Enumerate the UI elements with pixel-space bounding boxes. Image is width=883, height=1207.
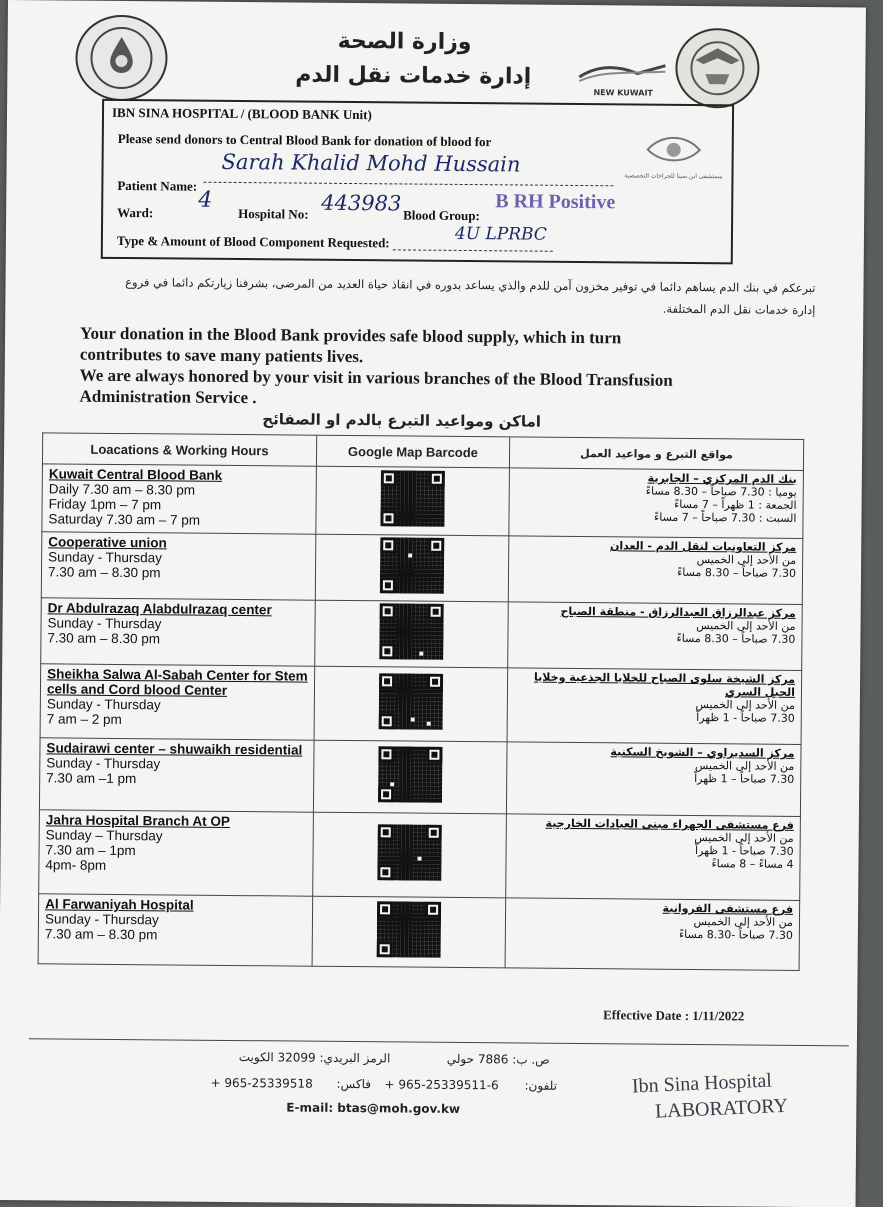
barcode-cell <box>313 740 507 814</box>
falcon-emblem-icon <box>677 30 758 107</box>
location-hours: 7.30 am – 8.30 pm <box>47 564 161 581</box>
english-paragraph-line3: We are always honored by your visit in various branches of the Blood Transfusion <box>79 365 673 390</box>
footer-pobox: ص. ب: 7886 حولي <box>446 1051 550 1067</box>
english-paragraph <box>79 323 800 413</box>
ward-value: 4 <box>198 187 213 213</box>
header-locations: Loacations & Working Hours <box>42 433 316 466</box>
arabic-location-cell <box>506 742 801 817</box>
location-name: Kuwait Central Blood Bank <box>48 466 223 483</box>
location-name: Sheikha Salwa Al-Sabah Center for Stem cells and Cord blood Center <box>46 666 308 698</box>
footer-phone-label: تلفون: <box>524 1078 558 1093</box>
arabic-location-name: فرع مستشفى الجهراء مبنى العيادات الخارجية <box>545 816 794 832</box>
arabic-location-name: بنك الدم المركزي – الجابرية <box>647 471 797 486</box>
arabic-location-hours: 7.30 صباحاً -8.30 مساءً <box>678 927 793 942</box>
location-hours: 7.30 am –1 pm <box>46 770 137 787</box>
location-hours: Saturday 7.30 am – 7 pm <box>48 511 201 528</box>
location-cell <box>41 598 315 666</box>
arabic-location-hours: يوميا : 7.30 صباحاً – 8.30 مساءً <box>645 484 797 499</box>
arabic-location-hours: 4 مساءً – 8 مساءً <box>711 857 794 871</box>
location-cell <box>42 464 316 534</box>
patient-name-label: Patient Name: <box>117 177 198 194</box>
header-barcode: Google Map Barcode <box>316 435 509 468</box>
location-name: Sudairawi center – shuwaikh residential <box>46 740 303 758</box>
request-line: Please send donors to Central Blood Bank for donation of blood for <box>117 130 492 150</box>
location-cell <box>39 810 314 896</box>
location-hours: Sunday - Thursday <box>47 615 162 632</box>
blood-drop-icon <box>77 17 166 100</box>
table-row <box>40 664 802 745</box>
table-row <box>42 464 804 539</box>
arabic-location-hours: 7.30 صباحاً - 1 ظهراً <box>694 844 794 858</box>
barcode-cell <box>316 466 510 536</box>
location-cell <box>41 532 315 600</box>
arabic-location-hours: من الأحد إلى الخميس <box>696 619 796 633</box>
hospital-no-value: 443983 <box>321 190 402 216</box>
arabic-location-hours: 7.30 صباحاً – 8.30 مساءً <box>677 565 797 580</box>
location-hours: 7 am – 2 pm <box>46 711 122 728</box>
newkuwait-logo-text: NEW KUWAIT <box>593 88 653 98</box>
qr-code-icon[interactable] <box>377 824 441 879</box>
location-hours: 7.30 am – 8.30 pm <box>47 630 161 647</box>
footer-email: E-mail: btas@moh.gov.kw <box>286 1100 461 1116</box>
arabic-location-hours: 7.30 صباحاً – 8.30 مساءً <box>676 631 796 646</box>
component-line <box>393 249 553 251</box>
qr-code-icon[interactable] <box>379 673 443 728</box>
arabic-location-name: مركز التعاونيات لنقل الدم - العدان <box>609 539 797 554</box>
newkuwait-wave-icon <box>577 61 669 84</box>
location-hours: 7.30 am – 8.30 pm <box>44 926 158 943</box>
request-form <box>101 99 734 265</box>
table-row <box>41 532 803 605</box>
arabic-location-hours: من الأحد إلى الخميس <box>694 759 795 773</box>
table-row <box>39 738 801 817</box>
arabic-paragraph-line2: إدارة خدمات نقل الدم المختلفة. <box>662 301 816 318</box>
barcode-cell <box>315 534 509 602</box>
component-value: 4U LPRBC <box>454 223 547 245</box>
table-row <box>38 894 800 971</box>
form-title: IBN SINA HOSPITAL / (BLOOD BANK Unit) <box>111 104 372 123</box>
lab-stamp-line2: LABORATORY <box>654 1094 789 1123</box>
table-row <box>41 598 803 671</box>
arabic-location-cell <box>508 536 803 605</box>
blood-group-stamp: B RH Positive <box>495 190 616 214</box>
table-title: اماكن ومواعيد التبرع بالدم او الصفائح <box>262 410 542 431</box>
blood-group-label: Blood Group: <box>403 207 480 224</box>
arabic-location-hours: الجمعة : 1 ظهراً – 7 مساءً <box>674 497 797 512</box>
component-label: Type & Amount of Blood Component Requested: <box>116 232 390 251</box>
qr-code-icon[interactable] <box>377 901 441 956</box>
location-cell <box>39 738 313 812</box>
location-hours: Sunday – Thursday <box>45 827 163 844</box>
lab-stamp-line1: Ibn Sina Hospital <box>631 1069 773 1098</box>
hospital-logo-text: مستشفى ابن سينا للجراحات التخصصية <box>624 172 723 181</box>
arabic-location-hours: من الأحد إلى الخميس <box>694 831 794 845</box>
effective-date: Effective Date : 1/11/2022 <box>603 1007 745 1024</box>
lab-stamp <box>631 1067 788 1126</box>
department-title: إدارة خدمات نقل الدم <box>295 62 532 90</box>
location-name: Dr Abdulrazaq Alabdulrazaq center <box>47 600 272 618</box>
blood-bank-logo <box>75 15 168 102</box>
arabic-paragraph-line1: تبرعكم في بنك الدم يساهم دائما في توفير مخزون آمن للدم والذي يساعد بدوره في انقاذ حياة العديد من المرضى، بشرفنا زيارتكم دائما في فروع <box>125 275 816 296</box>
barcode-cell <box>315 600 509 668</box>
table-row <box>39 810 801 901</box>
arabic-location-cell <box>505 898 800 971</box>
arabic-location-name: مركز عبدالرزاق العبدالرزاق - منطقة الصباح <box>560 604 796 620</box>
location-name: Al Farwaniyah Hospital <box>45 896 194 913</box>
ward-label: Ward: <box>117 204 154 221</box>
location-name: Jahra Hospital Branch At OP <box>45 812 230 829</box>
arabic-location-cell <box>508 602 803 671</box>
qr-code-icon[interactable] <box>378 746 442 801</box>
location-name: Cooperative union <box>48 534 167 551</box>
arabic-paragraph <box>60 270 815 321</box>
arabic-location-name: فرع مستشفى الفروانية <box>662 901 794 916</box>
patient-name-line <box>203 182 613 187</box>
barcode-cell <box>314 666 508 742</box>
english-paragraph-line1: Your donation in the Blood Bank provides safe blood supply, which in turn <box>80 323 622 348</box>
location-hours: 7.30 am – 1pm <box>45 842 136 859</box>
hospital-no-label: Hospital No: <box>238 206 309 222</box>
hospital-logo <box>623 131 723 184</box>
arabic-location-name: مركز السديراوي – الشويخ السكنية <box>610 745 795 760</box>
footer-fax: + 965-25339518 <box>210 1075 313 1091</box>
footer-fax-label: فاكس: <box>336 1076 372 1092</box>
arabic-location-hours: 7.30 صباحاً – 1 ظهراً <box>694 772 795 786</box>
location-hours: 4pm- 8pm <box>45 857 107 873</box>
qr-code-icon[interactable] <box>379 603 443 658</box>
arabic-location-hours: 7.30 صباحاً - 1 ظهراً <box>696 711 795 725</box>
kuwait-emblem <box>675 28 760 109</box>
location-hours: Sunday - Thursday <box>48 549 163 566</box>
arabic-location-name: مركز الشيخة سلوى الصباح للخلايا الجذعية وخلايا الحبل السري <box>534 670 796 699</box>
arabic-location-hours: من الأحد إلى الخميس <box>695 698 795 712</box>
footer-postal: الرمز البريدي: 32099 الكويت <box>238 1050 391 1066</box>
qr-code-icon[interactable] <box>380 537 444 592</box>
english-paragraph-line2: contributes to save many patients lives. <box>79 344 364 367</box>
location-hours: Sunday - Thursday <box>46 696 161 713</box>
ministry-title: وزارة الصحة <box>337 28 472 56</box>
arabic-location-cell <box>509 468 804 539</box>
barcode-cell <box>313 812 507 898</box>
arabic-location-hours: من الأحد إلى الخميس <box>693 915 794 929</box>
newkuwait-logo <box>577 61 669 98</box>
footer-phone: + 965-25339511-6 <box>384 1077 499 1093</box>
arabic-location-cell <box>506 814 801 901</box>
english-paragraph-line4: Administration Service . <box>79 386 257 408</box>
header-arabic: مواقع التبرع و مواعيد العمل <box>509 437 803 471</box>
eye-logo-icon <box>644 132 704 169</box>
location-cell <box>40 664 315 740</box>
arabic-location-hours: من الأحد إلى الخميس <box>696 553 797 567</box>
location-hours: Sunday - Thursday <box>44 911 159 928</box>
location-cell <box>38 894 312 966</box>
location-hours: Daily 7.30 am – 8.30 pm <box>48 481 196 498</box>
location-hours: Sunday - Thursday <box>46 755 161 772</box>
arabic-location-cell <box>507 668 802 745</box>
qr-code-icon[interactable] <box>380 470 444 525</box>
arabic-location-hours: السبت : 7.30 صباحاً – 7 مساءً <box>654 510 797 525</box>
barcode-cell <box>312 896 506 968</box>
footer-divider <box>29 1038 849 1046</box>
patient-name-value: Sarah Khalid Mohd Hussain <box>221 149 521 177</box>
locations-table <box>38 432 805 971</box>
location-hours: Friday 1pm – 7 pm <box>48 496 162 513</box>
